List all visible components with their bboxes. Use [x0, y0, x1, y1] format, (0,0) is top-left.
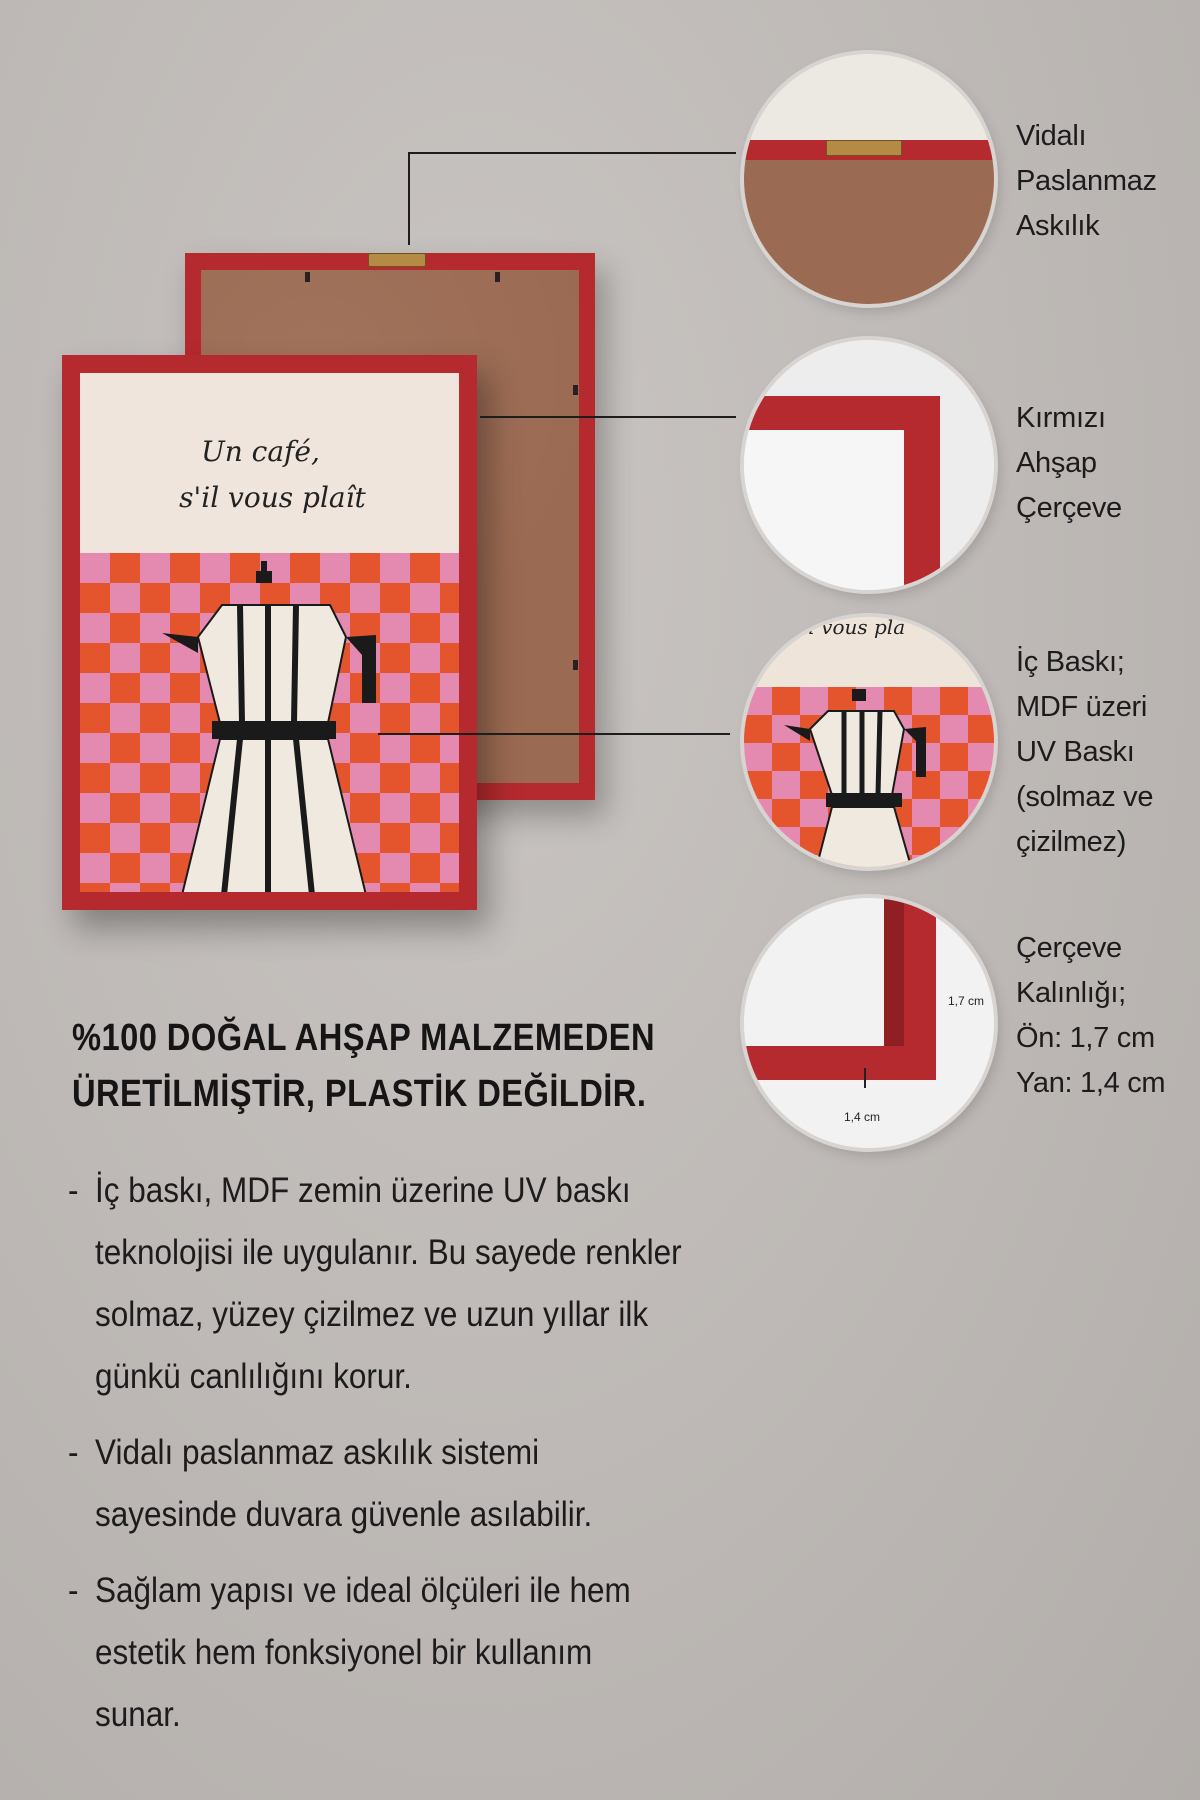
feature-line: Ahşap	[1016, 447, 1097, 479]
feature-line: Kırmızı	[1016, 402, 1106, 434]
thickness-detail-circle	[744, 898, 994, 1148]
clip-icon	[495, 272, 500, 282]
bullet-line: günkü canlılığını korur.	[95, 1357, 412, 1396]
feature-line: (solmaz ve	[1016, 781, 1154, 813]
frame-corner-circle	[744, 340, 994, 590]
bullet-line: İç baskı, MDF zemin üzerine UV baskı	[95, 1171, 631, 1210]
dimension-side-label: 1,4 cm	[844, 1110, 881, 1124]
feature-line: çizilmez)	[1016, 826, 1127, 858]
print-script-line-1: Un café,	[201, 435, 320, 468]
hanger-icon	[368, 253, 426, 267]
bullet-dash: -	[68, 1171, 79, 1210]
art-print	[80, 373, 459, 892]
leader-line	[408, 152, 410, 245]
clip-icon	[305, 272, 310, 282]
feature-line: İç Baskı;	[1016, 646, 1125, 678]
feature-line: Ön: 1,7 cm	[1016, 1022, 1155, 1054]
clip-icon	[573, 385, 578, 395]
headline-line-2: ÜRETİLMİŞTİR, PLASTİK DEĞİLDİR.	[72, 1073, 647, 1115]
leader-line	[408, 152, 736, 154]
feature-label-print	[1016, 640, 1153, 865]
leader-line	[480, 416, 736, 418]
frame-front-view	[62, 355, 477, 910]
dimension-mark-icon	[864, 1068, 866, 1088]
hanger-icon	[826, 140, 902, 156]
headline	[72, 1010, 674, 1122]
print-detail-circle	[744, 617, 994, 867]
headline-line-1: %100 DOĞAL AHŞAP MALZEMEDEN	[72, 1017, 655, 1059]
feature-line: Paslanmaz	[1016, 165, 1157, 197]
feature-line: MDF üzeri	[1016, 691, 1148, 723]
hanger-detail-circle	[744, 54, 994, 304]
bullet-line: Sağlam yapısı ve ideal ölçüleri ile hem	[95, 1571, 631, 1610]
bullet-line: sayesinde duvara güvenle asılabilir.	[95, 1495, 593, 1534]
feature-line: Yan: 1,4 cm	[1016, 1067, 1166, 1099]
print-script-line-2: s'il vous plaît	[179, 481, 366, 514]
feature-label-frame	[1016, 396, 1122, 531]
moka-pot-icon	[744, 617, 994, 867]
feature-line: Çerçeve	[1016, 492, 1122, 524]
feature-line: UV Baskı	[1016, 736, 1135, 768]
feature-label-thickness	[1016, 926, 1165, 1106]
bullet-dash: -	[68, 1571, 79, 1610]
bullet-line: sunar.	[95, 1695, 181, 1734]
bullet-item	[68, 1160, 761, 1408]
feature-line: Askılık	[1016, 210, 1100, 242]
bullet-line: Vidalı paslanmaz askılık sistemi	[95, 1433, 540, 1472]
bullet-item	[68, 1560, 761, 1746]
bullet-dash: -	[68, 1433, 79, 1472]
bullet-line: solmaz, yüzey çizilmez ve uzun yıllar ilk	[95, 1295, 649, 1334]
feature-bullet-list	[68, 1160, 838, 1760]
feature-line: Kalınlığı;	[1016, 977, 1126, 1009]
leader-line	[378, 733, 730, 735]
feature-label-hanger	[1016, 114, 1157, 249]
print-detail-script: il vous pla	[802, 617, 906, 639]
dimension-front-label: 1,7 cm	[948, 994, 985, 1008]
feature-line: Vidalı	[1016, 120, 1087, 152]
moka-pot-icon	[80, 373, 459, 892]
bullet-line: teknolojisi ile uygulanır. Bu sayede renkler	[95, 1233, 682, 1272]
bullet-item	[68, 1422, 761, 1546]
bullet-line: estetik hem fonksiyonel bir kullanım	[95, 1633, 593, 1672]
clip-icon	[573, 660, 578, 670]
feature-line: Çerçeve	[1016, 932, 1122, 964]
